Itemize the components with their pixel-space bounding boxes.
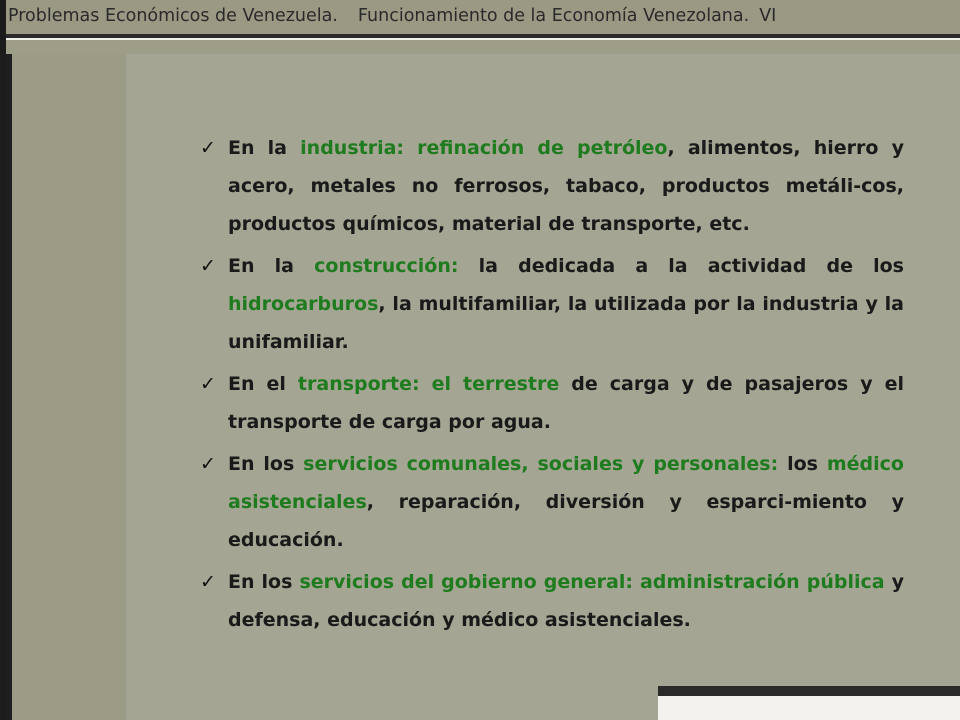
footer-bar-dark [658,686,960,696]
bullet-text-run: los [778,453,827,475]
bullet-text-run: servicios del gobierno general: administración pública [299,571,885,593]
bullet-item [196,247,904,361]
header-title [8,3,960,29]
header-rule-light [6,38,960,40]
check-icon: ✓ [200,571,216,593]
check-icon: ✓ [200,373,216,395]
bullet-text-run: de carga y de pasajeros y el transporte de carga por agua. [228,373,905,433]
header-title-part3: VI [759,6,777,26]
bullet-item [196,445,904,559]
bullet-text-run: construcción: [314,255,459,277]
bullet-text-run: En los [228,453,304,475]
bullet-text-run: industria: refinación de petróleo [300,137,668,159]
bullet-text-run: En la [228,255,315,277]
bullet-text-run: servicios comunales, sociales y personales: [303,453,779,475]
bullet-item [196,129,904,243]
bullet-list [196,129,904,643]
bullet-text-run: En los [228,571,300,593]
bullet-text-run: y defensa, educación y médico asistenciales. [228,571,904,631]
slide-side-panel [12,54,126,720]
bullet-text-run: médico asistenciales [228,453,904,513]
bullet-item [196,365,904,441]
bullet-text-run: En el [228,373,298,395]
bullet-item [196,563,904,639]
bullet-text-run: En la [228,137,301,159]
bullet-text-run: , alimentos, hierro y acero, metales no ferrosos, tabaco, productos metáli-cos, productos químicos, material de transporte, etc. [228,137,904,235]
header-title-part2: Funcionamiento de la Economía Venezolana. [357,6,750,26]
footer-bar-light [658,696,960,720]
bullet-text-run: transporte: el terrestre [297,373,560,395]
header-title-part1: Problemas Económicos de Venezuela. [8,6,338,26]
header-band [6,0,960,38]
bullet-text-run: , la multifamiliar, la utilizada por la industria y la unifamiliar. [228,293,904,353]
bullet-text-run: hidrocarburos [228,293,379,315]
bullet-text-run: , reparación, diversión y esparci-miento y educación. [228,491,904,551]
check-icon: ✓ [200,453,216,475]
bullet-text-run: la dedicada a la actividad de los [458,255,904,277]
check-icon: ✓ [200,255,216,277]
check-icon: ✓ [200,137,216,159]
